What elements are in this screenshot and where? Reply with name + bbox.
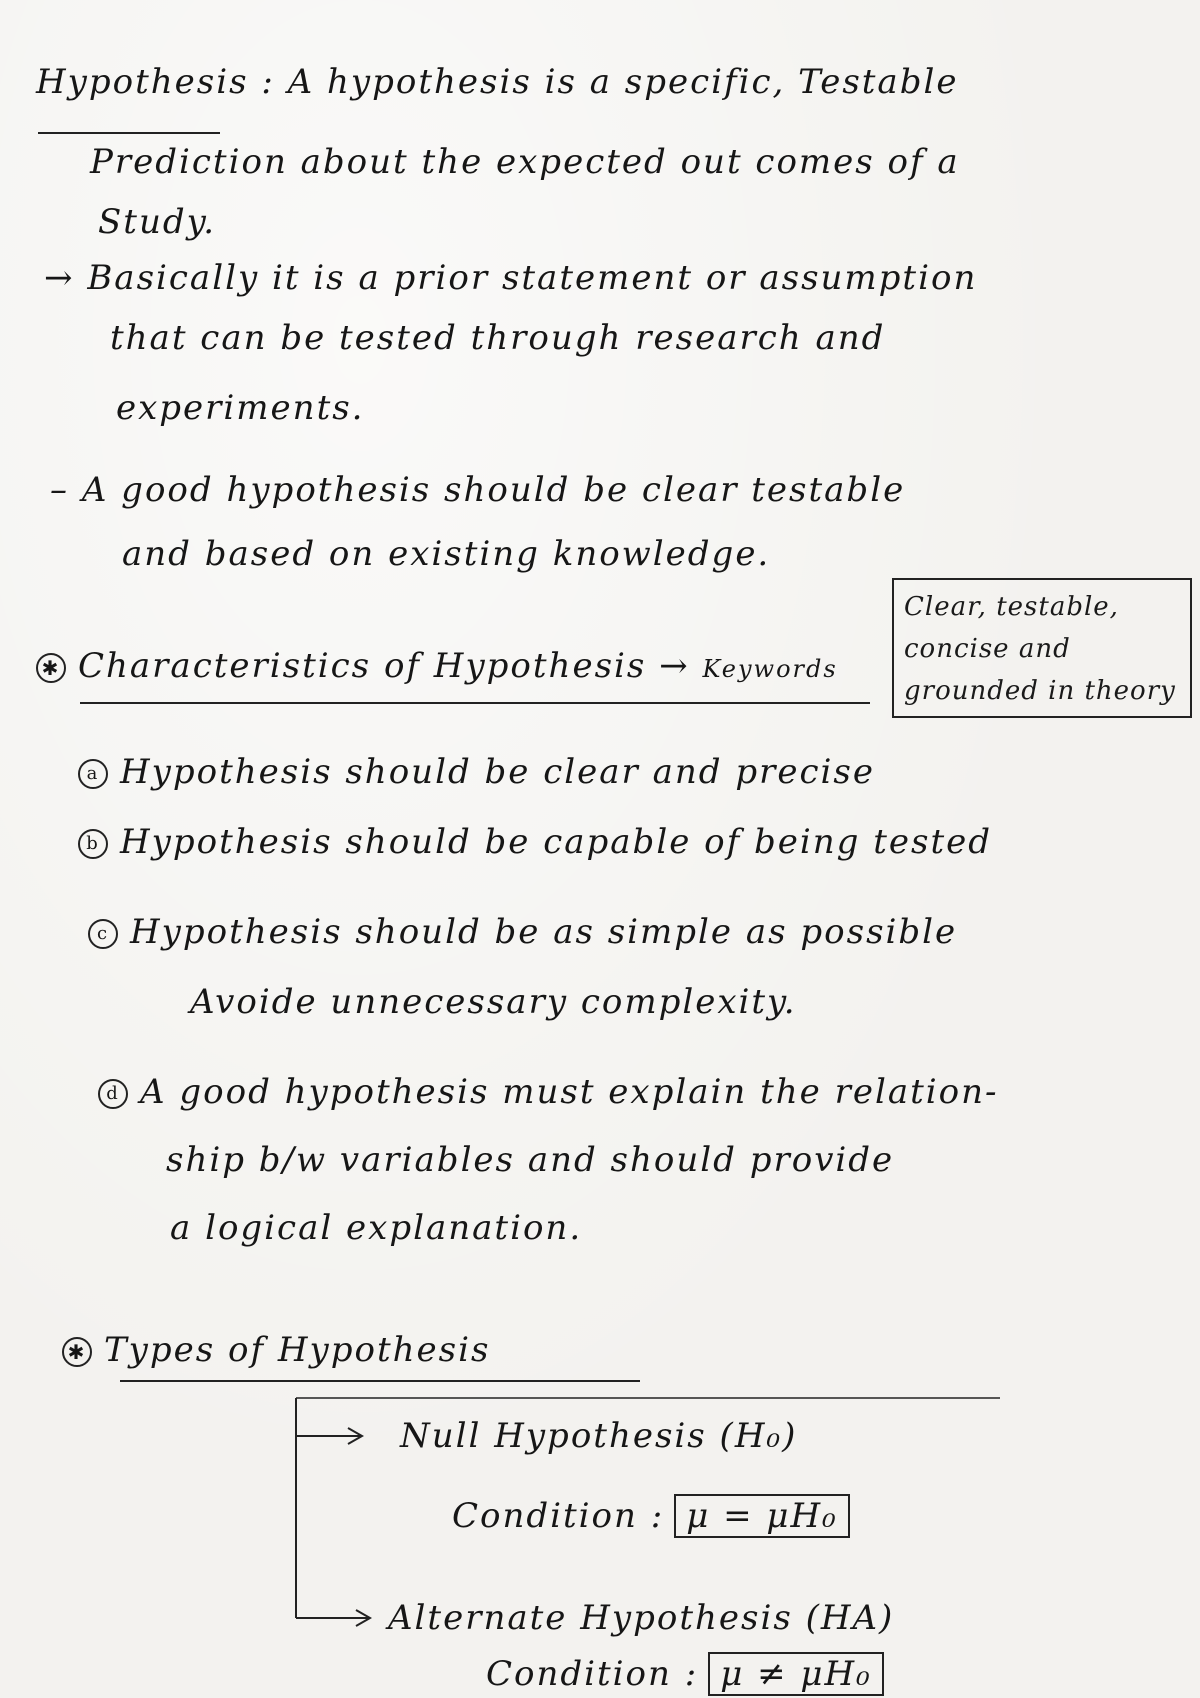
characteristics-heading: ✱ Characteristics of Hypothesis → Keywords xyxy=(36,646,838,686)
keywords-line-3: grounded in theory xyxy=(904,676,1176,706)
keywords-label: Keywords xyxy=(702,655,838,683)
star-bullet-icon: ✱ xyxy=(36,653,66,683)
characteristic-item-d-line-3: a logical explanation. xyxy=(170,1208,583,1248)
characteristic-item-d-line-2: ship b/w variables and should provide xyxy=(166,1140,895,1180)
point-1-line-3: experiments. xyxy=(116,388,365,428)
null-condition: Condition : μ = μH₀ xyxy=(452,1494,850,1538)
marker-b: b xyxy=(78,829,108,859)
alternate-condition-box: μ ≠ μH₀ xyxy=(708,1652,884,1696)
null-condition-box: μ = μH₀ xyxy=(674,1494,850,1538)
marker-a: a xyxy=(78,759,108,789)
intro-line-2: Prediction about the expected out comes of a xyxy=(90,142,960,182)
keywords-line-1: Clear, testable, xyxy=(904,592,1119,622)
arrow-bullet: → xyxy=(44,258,75,298)
intro-line-3: Study. xyxy=(98,202,217,242)
marker-c: c xyxy=(88,919,118,949)
characteristic-item-a: a Hypothesis should be clear and precise xyxy=(78,752,875,792)
marker-d: d xyxy=(98,1079,128,1109)
intro-definition-start: : A hypothesis is a specific, Testable xyxy=(261,62,959,102)
characteristic-item-b: b Hypothesis should be capable of being tested xyxy=(78,822,992,862)
characteristic-item-c-line-2: Avoide unnecessary complexity. xyxy=(190,982,797,1022)
keywords-line-2: concise and xyxy=(904,634,1071,664)
point-1-line-1: → Basically it is a prior statement or assumption xyxy=(44,258,978,298)
characteristic-item-c: c Hypothesis should be as simple as possible xyxy=(88,912,957,952)
point-2-line-1: – A good hypothesis should be clear testable xyxy=(50,470,906,510)
null-hypothesis-label: Null Hypothesis (H₀) xyxy=(400,1416,798,1456)
point-2-line-2: and based on existing knowledge. xyxy=(122,534,771,574)
hypothesis-term: Hypothesis xyxy=(36,62,249,102)
types-heading: ✱ Types of Hypothesis xyxy=(62,1330,490,1370)
alternate-condition: Condition : μ ≠ μH₀ xyxy=(486,1652,884,1696)
keywords-arrow: → xyxy=(659,646,690,686)
dash-bullet: – xyxy=(50,470,69,510)
point-1-line-2: that can be tested through research and xyxy=(110,318,886,358)
alternate-hypothesis-label: Alternate Hypothesis (HA) xyxy=(388,1598,895,1638)
characteristic-item-d: d A good hypothesis must explain the relation- xyxy=(98,1072,998,1112)
star-bullet-icon-2: ✱ xyxy=(62,1337,92,1367)
